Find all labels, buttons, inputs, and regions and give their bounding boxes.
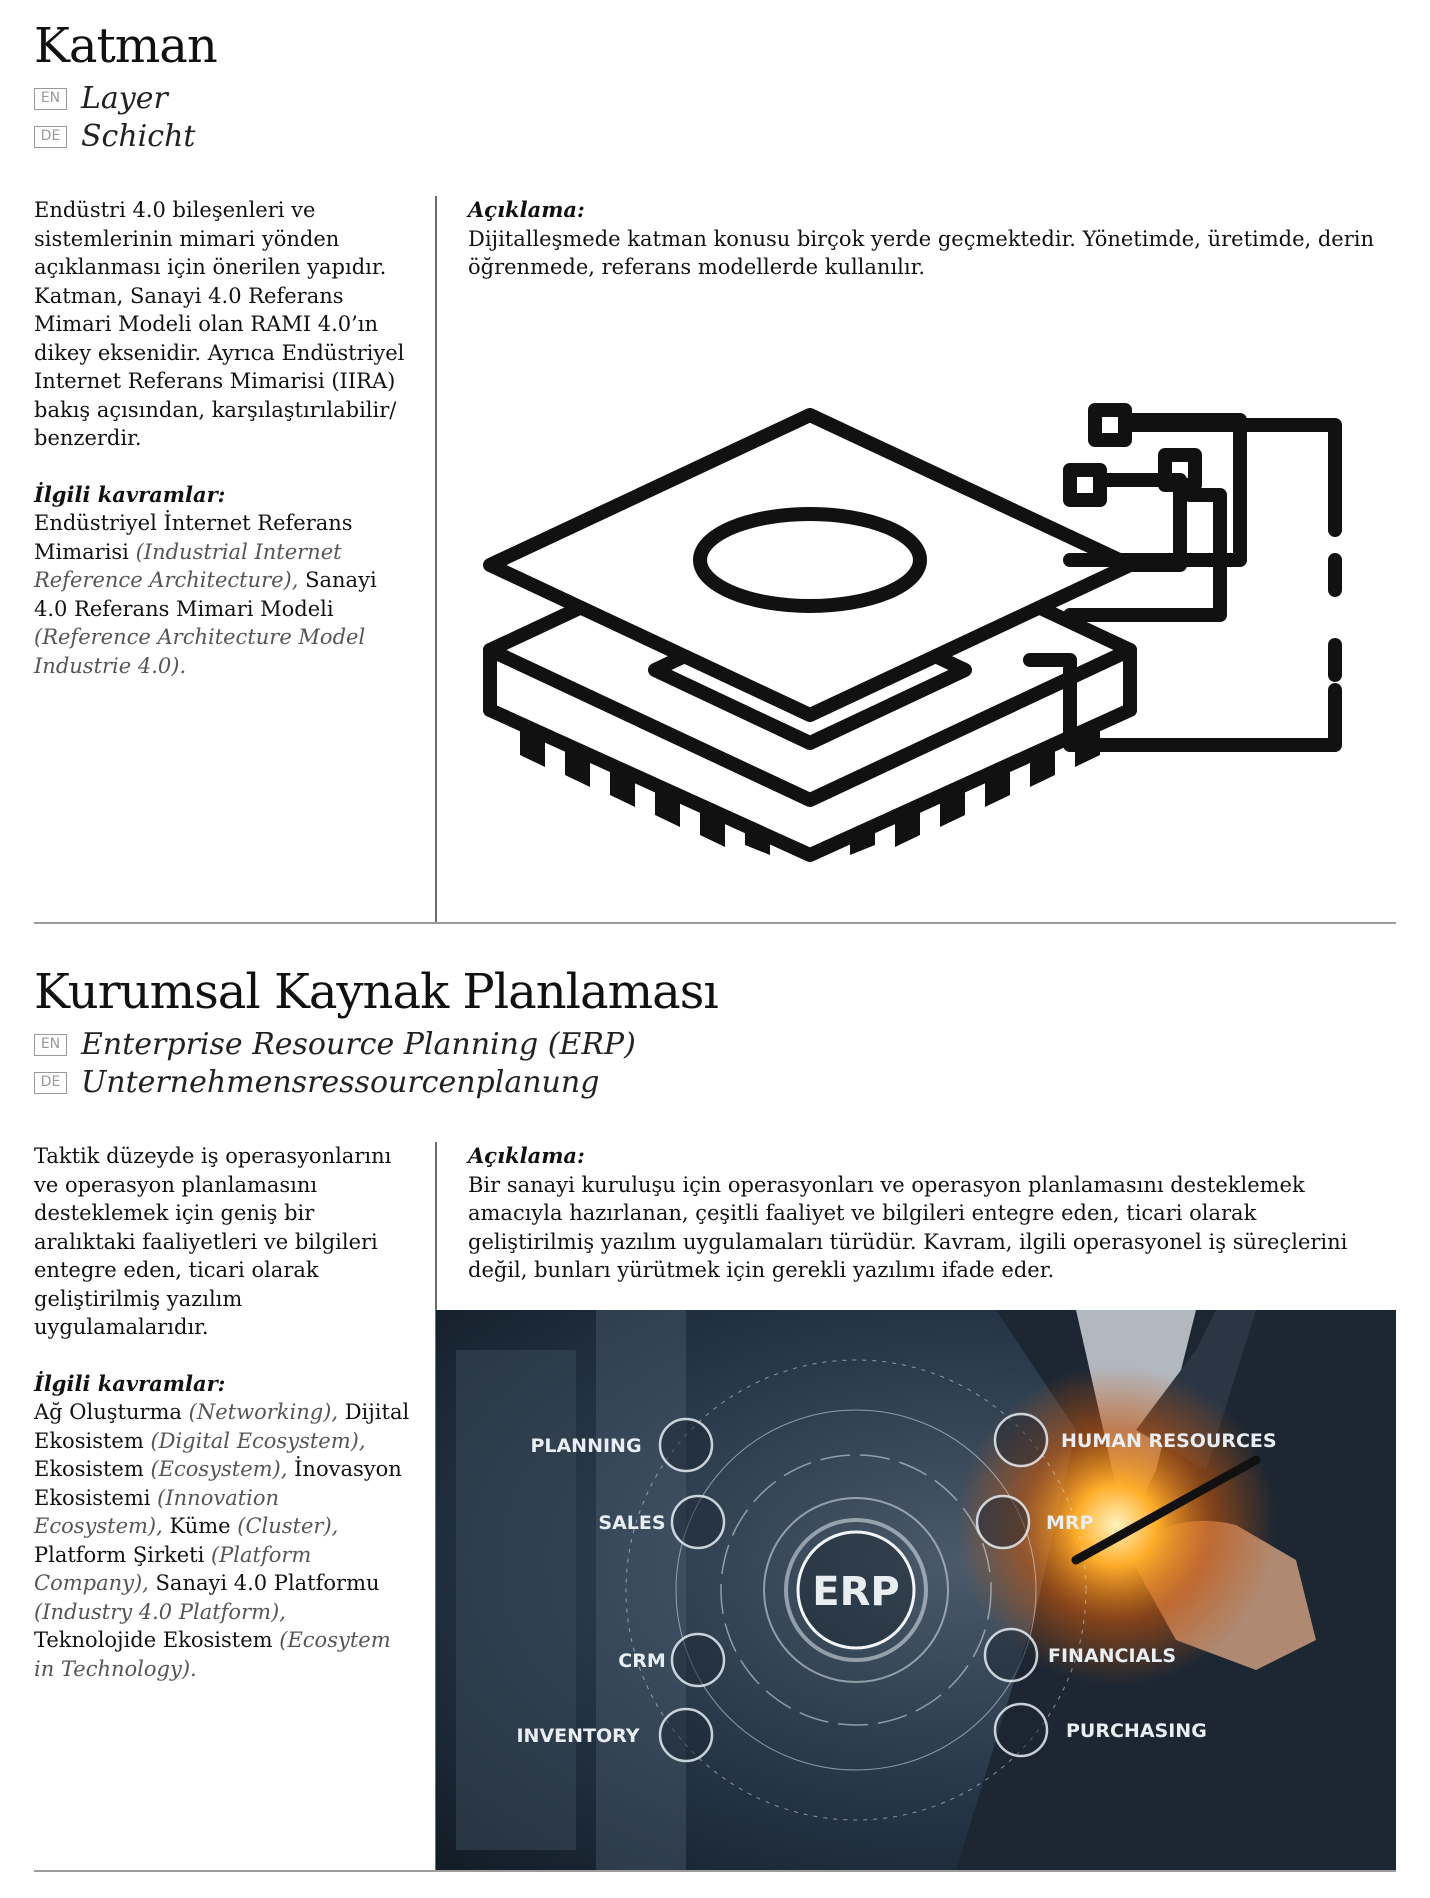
related-term: Platform Şirketi xyxy=(34,1542,205,1567)
definition-column xyxy=(34,1142,414,1683)
related-term: Sanayi 4.0 Platformu xyxy=(155,1571,380,1595)
entry-separator xyxy=(34,1870,1396,1872)
related-term-english: (Ecosytem in Technology). xyxy=(34,1628,391,1681)
explanation-label: Açıklama: xyxy=(468,197,585,222)
erp-photo xyxy=(436,1310,1396,1870)
english-term-row xyxy=(34,1027,1396,1063)
entry-erp xyxy=(34,966,1396,1101)
related-term-english: (Reference Architecture Model Industrie 4.0). xyxy=(34,625,366,678)
related-term: Endüstriyel İnternet Referans Mimarisi xyxy=(34,511,353,564)
german-term-row xyxy=(34,119,1396,155)
term-title: Kurumsal Kaynak Planlaması xyxy=(34,964,718,1020)
explanation-text: Bir sanayi kuruluşu için operasyonları ve operasyon planlamasını desteklemek amacıyla hazırlanan, çeşitli faaliyet ve bilgileri entegre eden, ticari olarak geliştirilmiş yazılım uygulamaları türüdür. Kavram, ilgili operasyonel iş süreçlerini değil, bunları yürütmek için gerekli yazılımı ifade eder. xyxy=(468,1172,1348,1282)
module-label: SALES xyxy=(598,1512,666,1534)
module-label: FINANCIALS xyxy=(1048,1645,1177,1667)
related-term-english: (Ecosystem), xyxy=(150,1457,288,1481)
related-term-english: (Industrial Internet Reference Architecture), xyxy=(34,539,342,592)
definition-text: Taktik düzeyde iş operasyonlarını ve operasyon planlamasını desteklemek için geniş bir aralıktaki faaliyetleri ve bilgileri entegre eden, ticari olarak geliştirilmiş yazılım uygulamalarıdır. xyxy=(34,1144,392,1339)
de-language-tag: DE xyxy=(34,1072,67,1094)
related-term-english: (Cluster), xyxy=(237,1514,339,1538)
german-term: Schicht xyxy=(81,119,196,155)
definition-text: Endüstri 4.0 bileşenleri ve sistemlerinin mimari yönden açıklanması için önerilen yapıdır. Katman, Sanayi 4.0 Referans Mimari Modeli olan RAMI 4.0’ın dikey eksenidir. Ayrıca Endüstriyel Internet Referans Mimarisi (IIRA) bakış açısından, karşılaştırılabilir/ benzerdir. xyxy=(34,198,405,450)
related-concepts-list xyxy=(34,1398,414,1683)
related-term: İnovasyon Ekosistemi xyxy=(34,1457,402,1510)
de-language-tag: DE xyxy=(34,126,67,148)
explanation-text: Dijitalleşmede katman konusu birçok yerde geçmektedir. Yönetimde, üretimde, derin öğrenmede, referans modellerde kullanılır. xyxy=(468,226,1375,279)
erp-center-label: ERP xyxy=(812,1569,900,1615)
module-label: PURCHASING xyxy=(1066,1720,1207,1742)
related-term: Teknolojide Ekosistem xyxy=(34,1628,273,1652)
related-concepts-label: İlgili kavramlar: xyxy=(34,1370,226,1396)
module-label: HUMAN RESOURCES xyxy=(1061,1430,1277,1452)
related-term-english: (Digital Ecosystem), xyxy=(150,1428,366,1453)
en-language-tag: EN xyxy=(34,1034,67,1056)
related-term: Ekosistem xyxy=(34,1457,144,1481)
related-term: Dijital Ekosistem xyxy=(34,1400,410,1453)
module-label: MRP xyxy=(1046,1512,1094,1534)
explanation-label: Açıklama: xyxy=(468,1143,585,1168)
explanation-column xyxy=(468,1142,1378,1285)
related-term: Sanayi 4.0 Referans Mimari Modeli xyxy=(34,568,377,621)
related-term: Ağ Oluşturma xyxy=(34,1400,182,1424)
entry-separator xyxy=(34,922,1396,924)
definition-column xyxy=(34,196,414,680)
module-label: PLANNING xyxy=(530,1435,642,1457)
german-term: Unternehmensressourcenplanung xyxy=(81,1065,600,1101)
explanation-column xyxy=(468,196,1378,282)
german-term-row xyxy=(34,1065,1396,1101)
module-label: CRM xyxy=(618,1650,666,1672)
term-title: Katman xyxy=(34,18,217,74)
layers-icon xyxy=(470,355,1350,875)
related-term-english: (Networking), xyxy=(188,1400,339,1424)
column-divider xyxy=(435,196,437,922)
related-concepts-list xyxy=(34,509,414,680)
related-term: Küme xyxy=(169,1514,231,1538)
en-language-tag: EN xyxy=(34,88,67,110)
english-term: Layer xyxy=(81,81,168,117)
module-label: INVENTORY xyxy=(516,1725,640,1747)
related-term-english: (Innovation Ecosystem), xyxy=(34,1485,280,1538)
entry-katman xyxy=(34,20,1396,155)
related-term-english: (Platform Company), xyxy=(34,1542,312,1595)
related-concepts-label: İlgili kavramlar: xyxy=(34,481,226,507)
related-term-english: (Industry 4.0 Platform), xyxy=(34,1599,286,1624)
english-term-row xyxy=(34,81,1396,117)
english-term: Enterprise Resource Planning (ERP) xyxy=(81,1027,636,1063)
